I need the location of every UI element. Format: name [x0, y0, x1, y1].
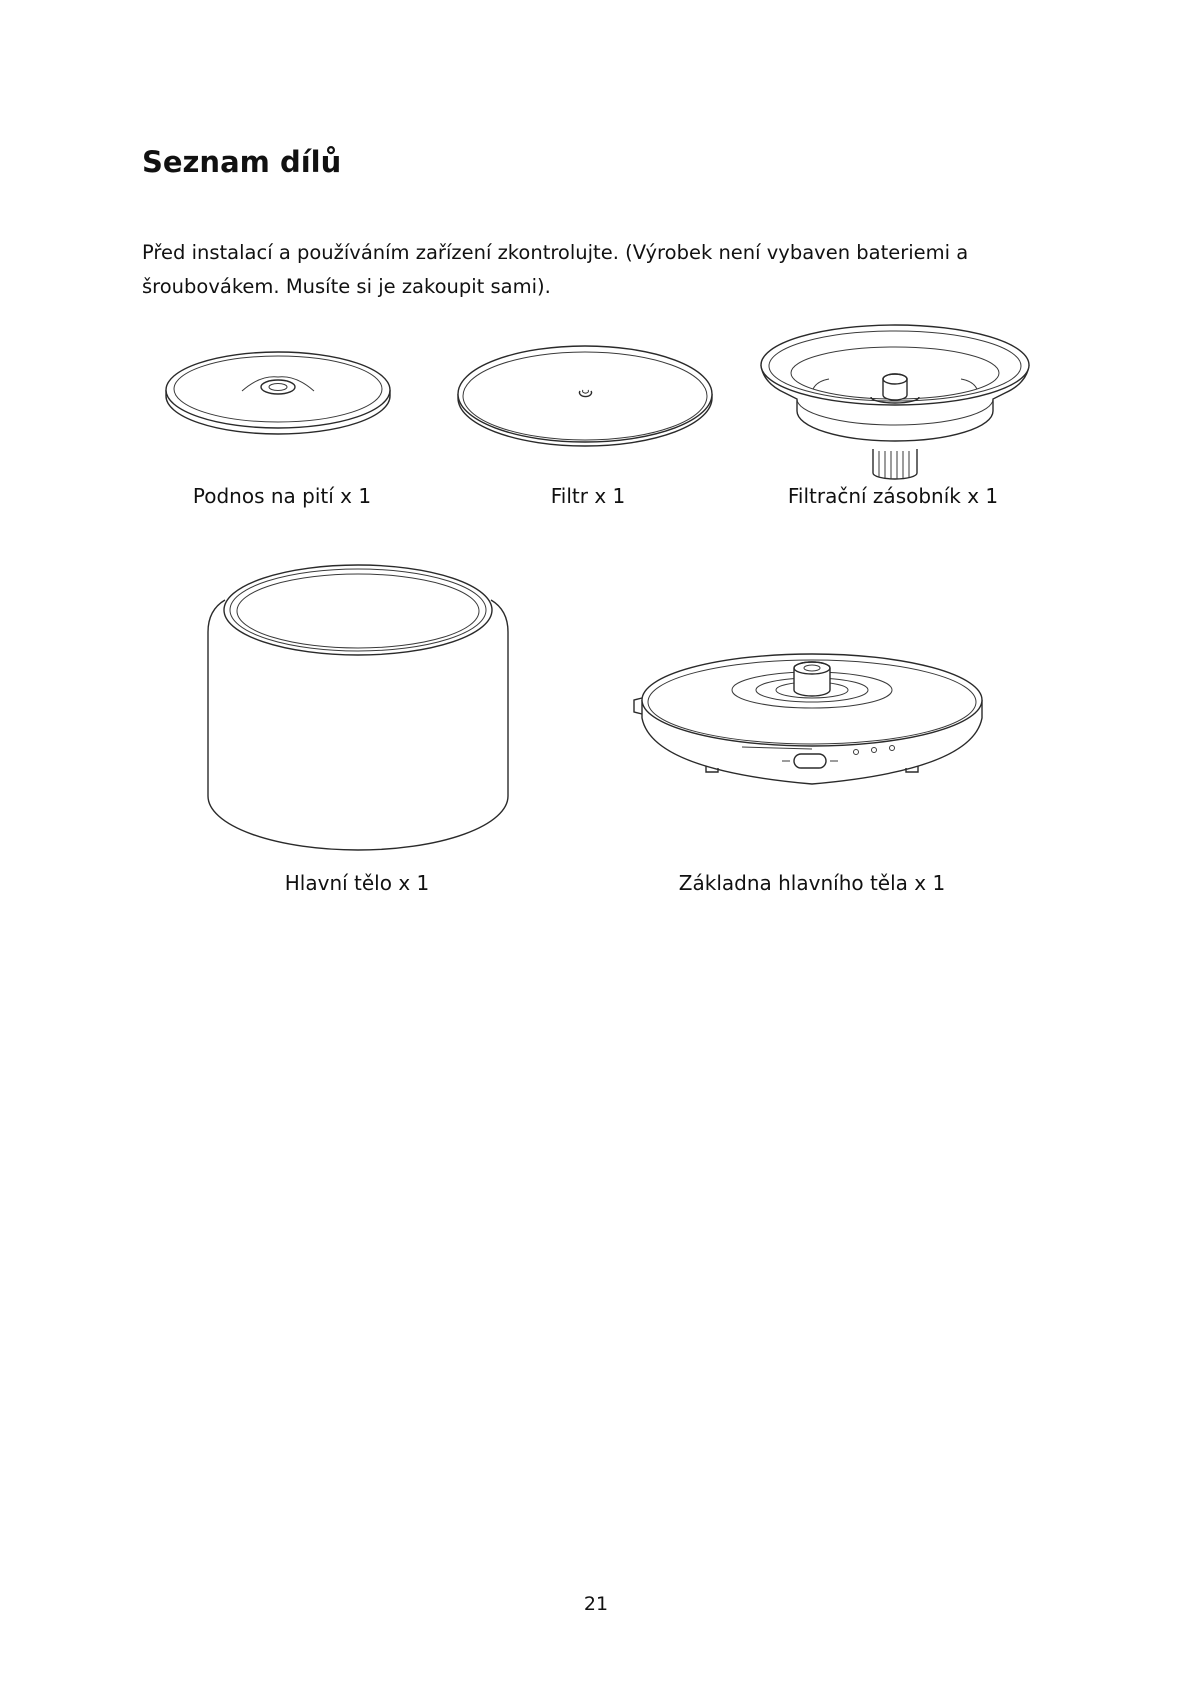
page-title: Seznam dílů — [142, 145, 342, 179]
page-number: 21 — [583, 1593, 609, 1615]
filter-tank-illustration — [757, 323, 1033, 487]
part-label-main-body-base: Základna hlavního těla x 1 — [678, 871, 946, 895]
filter-icon — [455, 344, 715, 452]
filter-tank-icon — [757, 323, 1033, 487]
main-body-base-illustration — [630, 640, 994, 796]
part-label-filter-tank: Filtrační zásobník x 1 — [787, 484, 999, 508]
drinking-tray-icon — [162, 345, 394, 441]
main-body-base-icon — [630, 640, 994, 796]
part-label-drinking-tray: Podnos na pití x 1 — [192, 484, 372, 508]
intro-paragraph — [142, 236, 1042, 304]
intro-line-1: Před instalací a používáním zařízení zkontrolujte. (Výrobek není vybaven bateriemi a — [142, 241, 969, 264]
main-body-icon — [205, 560, 511, 856]
main-body-illustration — [205, 560, 511, 856]
intro-line-2: šroubovákem. Musíte si je zakoupit sami). — [142, 275, 551, 298]
drinking-tray-illustration — [162, 345, 394, 441]
part-label-filter: Filtr x 1 — [550, 484, 626, 508]
part-label-main-body: Hlavní tělo x 1 — [284, 871, 430, 895]
filter-illustration — [455, 344, 715, 452]
